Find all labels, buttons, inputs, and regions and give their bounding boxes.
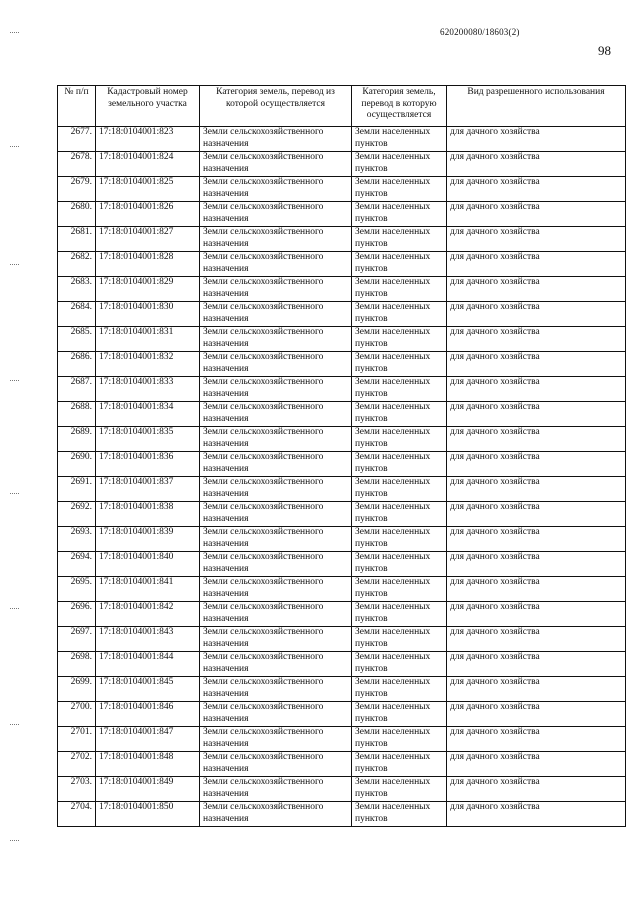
category-to: Земли населенных пунктов <box>352 477 447 502</box>
category-from: Земли сельскохозяйственного назначения <box>200 227 352 252</box>
category-from: Земли сельскохозяйственного назначения <box>200 752 352 777</box>
table-row <box>58 802 626 827</box>
permitted-use: для дачного хозяйства <box>447 352 626 377</box>
cadastral-number: 17:18:0104001:829 <box>96 277 200 302</box>
permitted-use: для дачного хозяйства <box>447 752 626 777</box>
cadastral-number: 17:18:0104001:846 <box>96 702 200 727</box>
cadastral-number: 17:18:0104001:833 <box>96 377 200 402</box>
row-number: 2680. <box>58 202 96 227</box>
category-from: Земли сельскохозяйственного назначения <box>200 777 352 802</box>
category-from: Земли сельскохозяйственного назначения <box>200 527 352 552</box>
category-to: Земли населенных пунктов <box>352 702 447 727</box>
margin-mark <box>10 608 19 611</box>
page-number: 98 <box>598 43 611 58</box>
cadastral-number: 17:18:0104001:845 <box>96 677 200 702</box>
table-row <box>58 727 626 752</box>
category-to: Земли населенных пунктов <box>352 427 447 452</box>
category-to: Земли населенных пунктов <box>352 277 447 302</box>
category-from: Земли сельскохозяйственного назначения <box>200 552 352 577</box>
category-to: Земли населенных пунктов <box>352 227 447 252</box>
header-permitted-use: Вид разрешенного использования <box>447 86 626 127</box>
category-to: Земли населенных пунктов <box>352 652 447 677</box>
table-body <box>58 127 626 827</box>
header-category-from: Категория земель, перевод из которой осуществляется <box>200 86 352 127</box>
cadastral-number: 17:18:0104001:825 <box>96 177 200 202</box>
cadastral-number: 17:18:0104001:824 <box>96 152 200 177</box>
row-number: 2683. <box>58 277 96 302</box>
category-from: Земли сельскохозяйственного назначения <box>200 677 352 702</box>
permitted-use: для дачного хозяйства <box>447 627 626 652</box>
permitted-use: для дачного хозяйства <box>447 427 626 452</box>
table-row <box>58 202 626 227</box>
table-header-row <box>58 86 626 127</box>
permitted-use: для дачного хозяйства <box>447 302 626 327</box>
table-row <box>58 252 626 277</box>
cadastral-number: 17:18:0104001:827 <box>96 227 200 252</box>
row-number: 2702. <box>58 752 96 777</box>
category-to: Земли населенных пунктов <box>352 327 447 352</box>
category-to: Земли населенных пунктов <box>352 752 447 777</box>
permitted-use: для дачного хозяйства <box>447 252 626 277</box>
cadastral-number: 17:18:0104001:841 <box>96 577 200 602</box>
permitted-use: для дачного хозяйства <box>447 677 626 702</box>
table-row <box>58 177 626 202</box>
category-from: Земли сельскохозяйственного назначения <box>200 427 352 452</box>
table-row <box>58 577 626 602</box>
category-to: Земли населенных пунктов <box>352 202 447 227</box>
table-row <box>58 477 626 502</box>
table-row <box>58 227 626 252</box>
margin-mark <box>10 493 19 496</box>
category-from: Земли сельскохозяйственного назначения <box>200 702 352 727</box>
category-to: Земли населенных пунктов <box>352 577 447 602</box>
category-to: Земли населенных пунктов <box>352 502 447 527</box>
category-to: Земли населенных пунктов <box>352 677 447 702</box>
header-category-to: Категория земель, перевод в которую осуществляется <box>352 86 447 127</box>
document-id: 620200080/18603(2) <box>440 27 520 37</box>
category-from: Земли сельскохозяйственного назначения <box>200 402 352 427</box>
cadastral-number: 17:18:0104001:834 <box>96 402 200 427</box>
header-number: № п/п <box>58 86 96 127</box>
category-to: Земли населенных пунктов <box>352 252 447 277</box>
row-number: 2694. <box>58 552 96 577</box>
permitted-use: для дачного хозяйства <box>447 277 626 302</box>
permitted-use: для дачного хозяйства <box>447 727 626 752</box>
header-cadastral-number: Кадастровый номер земельного участка <box>96 86 200 127</box>
category-to: Земли населенных пунктов <box>352 777 447 802</box>
table-row <box>58 302 626 327</box>
land-transfer-table <box>57 85 626 827</box>
table-row <box>58 602 626 627</box>
row-number: 2688. <box>58 402 96 427</box>
permitted-use: для дачного хозяйства <box>447 552 626 577</box>
cadastral-number: 17:18:0104001:832 <box>96 352 200 377</box>
category-from: Земли сельскохозяйственного назначения <box>200 577 352 602</box>
row-number: 2696. <box>58 602 96 627</box>
table-row <box>58 152 626 177</box>
category-from: Земли сельскохозяйственного назначения <box>200 377 352 402</box>
table-row <box>58 777 626 802</box>
margin-mark <box>10 264 19 267</box>
category-to: Земли населенных пунктов <box>352 527 447 552</box>
table-row <box>58 552 626 577</box>
margin-mark <box>10 724 19 727</box>
cadastral-number: 17:18:0104001:847 <box>96 727 200 752</box>
table-row <box>58 677 626 702</box>
permitted-use: для дачного хозяйства <box>447 802 626 827</box>
table-row <box>58 527 626 552</box>
cadastral-number: 17:18:0104001:842 <box>96 602 200 627</box>
category-to: Земли населенных пунктов <box>352 127 447 152</box>
table-row <box>58 427 626 452</box>
margin-mark <box>10 380 19 383</box>
category-to: Земли населенных пунктов <box>352 452 447 477</box>
category-from: Земли сельскохозяйственного назначения <box>200 477 352 502</box>
category-from: Земли сельскохозяйственного назначения <box>200 177 352 202</box>
row-number: 2690. <box>58 452 96 477</box>
cadastral-number: 17:18:0104001:850 <box>96 802 200 827</box>
row-number: 2693. <box>58 527 96 552</box>
table-row <box>58 327 626 352</box>
permitted-use: для дачного хозяйства <box>447 202 626 227</box>
table-row <box>58 377 626 402</box>
cadastral-number: 17:18:0104001:848 <box>96 752 200 777</box>
category-from: Земли сельскохозяйственного назначения <box>200 652 352 677</box>
table-row <box>58 752 626 777</box>
cadastral-number: 17:18:0104001:830 <box>96 302 200 327</box>
permitted-use: для дачного хозяйства <box>447 602 626 627</box>
category-to: Земли населенных пунктов <box>352 302 447 327</box>
category-from: Земли сельскохозяйственного назначения <box>200 202 352 227</box>
cadastral-number: 17:18:0104001:839 <box>96 527 200 552</box>
category-from: Земли сельскохозяйственного назначения <box>200 127 352 152</box>
permitted-use: для дачного хозяйства <box>447 502 626 527</box>
permitted-use: для дачного хозяйства <box>447 477 626 502</box>
row-number: 2689. <box>58 427 96 452</box>
category-to: Земли населенных пунктов <box>352 602 447 627</box>
category-from: Земли сельскохозяйственного назначения <box>200 327 352 352</box>
permitted-use: для дачного хозяйства <box>447 227 626 252</box>
category-to: Земли населенных пунктов <box>352 802 447 827</box>
category-to: Земли населенных пунктов <box>352 552 447 577</box>
permitted-use: для дачного хозяйства <box>447 652 626 677</box>
category-from: Земли сельскохозяйственного назначения <box>200 627 352 652</box>
row-number: 2695. <box>58 577 96 602</box>
table-row <box>58 702 626 727</box>
cadastral-number: 17:18:0104001:828 <box>96 252 200 277</box>
cadastral-number: 17:18:0104001:840 <box>96 552 200 577</box>
category-from: Земли сельскохозяйственного назначения <box>200 152 352 177</box>
margin-mark <box>10 146 19 149</box>
category-to: Земли населенных пунктов <box>352 627 447 652</box>
margin-mark <box>10 840 19 843</box>
table-row <box>58 652 626 677</box>
permitted-use: для дачного хозяйства <box>447 452 626 477</box>
cadastral-number: 17:18:0104001:823 <box>96 127 200 152</box>
permitted-use: для дачного хозяйства <box>447 702 626 727</box>
row-number: 2700. <box>58 702 96 727</box>
row-number: 2687. <box>58 377 96 402</box>
category-from: Земли сельскохозяйственного назначения <box>200 602 352 627</box>
category-from: Земли сельскохозяйственного назначения <box>200 802 352 827</box>
category-from: Земли сельскохозяйственного назначения <box>200 502 352 527</box>
row-number: 2682. <box>58 252 96 277</box>
category-to: Земли населенных пунктов <box>352 177 447 202</box>
cadastral-number: 17:18:0104001:849 <box>96 777 200 802</box>
row-number: 2701. <box>58 727 96 752</box>
category-from: Земли сельскохозяйственного назначения <box>200 252 352 277</box>
table-row <box>58 627 626 652</box>
category-to: Земли населенных пунктов <box>352 377 447 402</box>
row-number: 2685. <box>58 327 96 352</box>
cadastral-number: 17:18:0104001:836 <box>96 452 200 477</box>
row-number: 2697. <box>58 627 96 652</box>
table-row <box>58 452 626 477</box>
row-number: 2691. <box>58 477 96 502</box>
cadastral-number: 17:18:0104001:831 <box>96 327 200 352</box>
permitted-use: для дачного хозяйства <box>447 577 626 602</box>
permitted-use: для дачного хозяйства <box>447 127 626 152</box>
row-number: 2703. <box>58 777 96 802</box>
cadastral-number: 17:18:0104001:843 <box>96 627 200 652</box>
row-number: 2678. <box>58 152 96 177</box>
table-row <box>58 352 626 377</box>
permitted-use: для дачного хозяйства <box>447 527 626 552</box>
permitted-use: для дачного хозяйства <box>447 402 626 427</box>
row-number: 2677. <box>58 127 96 152</box>
table-row <box>58 277 626 302</box>
margin-mark <box>10 32 19 35</box>
cadastral-number: 17:18:0104001:837 <box>96 477 200 502</box>
row-number: 2679. <box>58 177 96 202</box>
category-to: Земли населенных пунктов <box>352 352 447 377</box>
row-number: 2681. <box>58 227 96 252</box>
category-to: Земли населенных пунктов <box>352 727 447 752</box>
row-number: 2699. <box>58 677 96 702</box>
category-from: Земли сельскохозяйственного назначения <box>200 302 352 327</box>
permitted-use: для дачного хозяйства <box>447 177 626 202</box>
row-number: 2686. <box>58 352 96 377</box>
category-from: Земли сельскохозяйственного назначения <box>200 277 352 302</box>
table-row <box>58 502 626 527</box>
cadastral-number: 17:18:0104001:835 <box>96 427 200 452</box>
category-to: Земли населенных пунктов <box>352 402 447 427</box>
permitted-use: для дачного хозяйства <box>447 377 626 402</box>
row-number: 2692. <box>58 502 96 527</box>
permitted-use: для дачного хозяйства <box>447 152 626 177</box>
row-number: 2704. <box>58 802 96 827</box>
row-number: 2684. <box>58 302 96 327</box>
category-from: Земли сельскохозяйственного назначения <box>200 727 352 752</box>
category-from: Земли сельскохозяйственного назначения <box>200 352 352 377</box>
table-row <box>58 402 626 427</box>
table-row <box>58 127 626 152</box>
cadastral-number: 17:18:0104001:838 <box>96 502 200 527</box>
permitted-use: для дачного хозяйства <box>447 327 626 352</box>
category-from: Земли сельскохозяйственного назначения <box>200 452 352 477</box>
category-to: Земли населенных пунктов <box>352 152 447 177</box>
cadastral-number: 17:18:0104001:826 <box>96 202 200 227</box>
cadastral-number: 17:18:0104001:844 <box>96 652 200 677</box>
permitted-use: для дачного хозяйства <box>447 777 626 802</box>
row-number: 2698. <box>58 652 96 677</box>
